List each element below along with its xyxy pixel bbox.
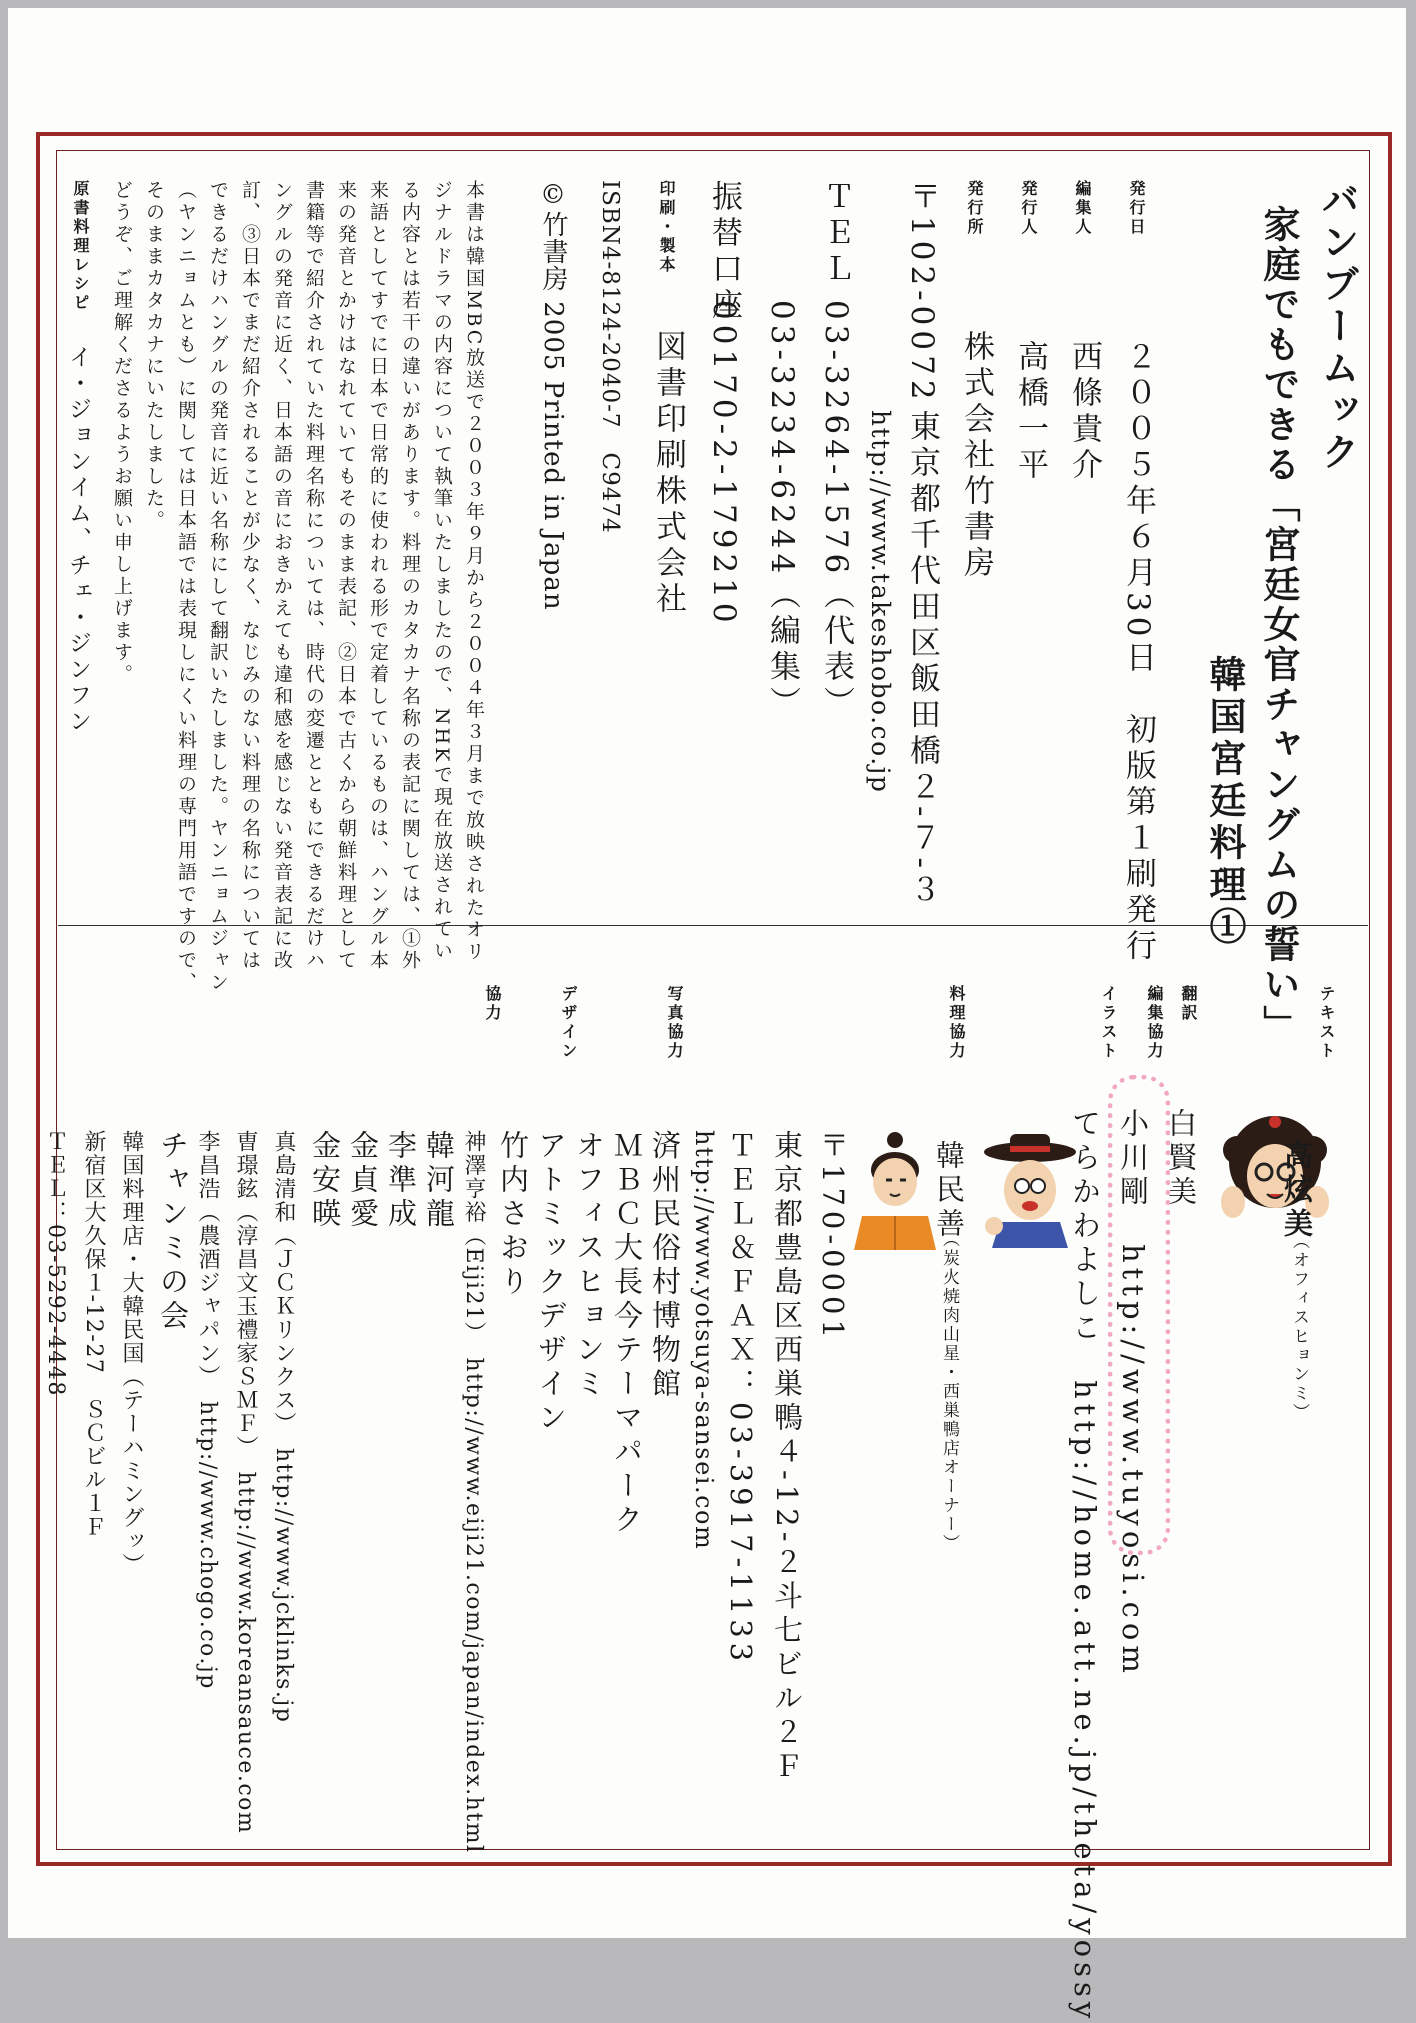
transfer-account: 00170‐2‐179210 bbox=[706, 300, 742, 628]
cooperator-line: 韓国料理店・大韓民国（テーハミングッ） bbox=[119, 1130, 144, 1577]
label-original-recipe: 原書料理レシピ bbox=[71, 180, 90, 313]
note-line: （ヤンニョムとも）に関しては日本語では表現しにくい料理の専門用語ですので、 bbox=[175, 180, 197, 994]
address: 東京都豊島区西巣鴨４‐12‐２斗七ビル２Ｆ bbox=[770, 1130, 804, 1785]
label-publish-date: 発行日 bbox=[1127, 180, 1146, 237]
publish-date: ２００５年６月30日 初版第１刷発行 bbox=[1120, 340, 1156, 966]
photo-cooperator: ＭＢＣ大長今テーマパーク bbox=[610, 1130, 644, 1538]
publisher-name: 高橋一平 bbox=[1012, 340, 1048, 484]
postal-code: 〒102-0072 bbox=[904, 180, 940, 405]
editor-name: 西條貴介 bbox=[1066, 340, 1102, 484]
photo-cooperator: オフィスヒョンミ bbox=[572, 1130, 606, 1402]
tel-main: 03‐3264‐1576（代表） bbox=[818, 300, 854, 723]
note-line: ジナルドラマの内容について執筆いたしましたので、NHKで現在放送されてい bbox=[431, 180, 453, 963]
design-office: アトミックデザイン bbox=[534, 1130, 568, 1436]
note-line: 書籍等で紹介されていた料理名称については、時代の変遷とともにできるだけハ bbox=[303, 180, 325, 972]
note-line: 来語としてすでに日本で日常的に使われる形で定着しているものは、ハングル本 bbox=[367, 180, 389, 972]
label-cooperation: 協力 bbox=[483, 985, 502, 1023]
cooperator-line: 新宿区大久保１‐12‐27 ＳＣビル１Ｆ bbox=[81, 1130, 106, 1539]
label-illustration: イラスト bbox=[1099, 985, 1118, 1061]
tel-fax: ＴＥＬ＆ＦＡＸ：03‐3917‐1133 bbox=[724, 1130, 758, 1667]
book-subtitle: 韓国宮廷料理① bbox=[1203, 655, 1247, 949]
printer-name: 図書印刷株式会社 bbox=[650, 330, 686, 618]
label-publisher: 発行人 bbox=[1019, 180, 1038, 237]
cooperator-line: 曺璟鉉（淳昌文玉禮家ＳＭＦ） http://www.koreansauce.com bbox=[233, 1130, 258, 1835]
pink-highlight-circle bbox=[1108, 1075, 1170, 1555]
label-printing: 印刷・製本 bbox=[657, 180, 676, 275]
note-line: どうぞ、ご理解くださるようお願い申し上げます。 bbox=[111, 180, 133, 686]
cooperator-line: ＴＥＬ：03‐5292‐4448 bbox=[43, 1130, 68, 1397]
label-publishing-house: 発行所 bbox=[965, 180, 984, 237]
original-recipe-authors: イ・ジョンイム、チェ・ジンフン bbox=[65, 345, 91, 735]
cooperator-line: 李準成 bbox=[384, 1130, 418, 1232]
edit-cooperation: 小川剛 http://www.tuyosi.com bbox=[1116, 1108, 1150, 1678]
avatar-hat-icon bbox=[980, 1130, 1080, 1250]
series-name: バンブームック bbox=[1315, 180, 1360, 474]
cooperator-line: 真島清和（ＪＣＫリンクス） http://www.jcklinks.jp bbox=[271, 1130, 296, 1724]
label-cooking-cooperation: 料理協力 bbox=[947, 985, 966, 1061]
label-design: デザイン bbox=[559, 985, 578, 1061]
isbn: ISBN4-8124-2040-7 C9474 bbox=[597, 180, 623, 534]
book-title: 家庭でもできる「宮廷女官チャングムの誓い」 bbox=[1257, 205, 1301, 1045]
note-line: 来の発音とかけはなれていてもそのまま表記、②日本で古くから朝鮮料理として bbox=[335, 180, 357, 972]
note-line: る内容とは若干の違いがあります。料理のカタカナ名称の表記に関しては、①外 bbox=[399, 180, 421, 972]
translator-name: 白賢美 bbox=[1164, 1108, 1198, 1210]
illustrator: てらかわよしこ http://home.att.ne.jp/theta/yossy bbox=[1068, 1108, 1102, 2023]
text-author-note: （オフィスヒョンミ） bbox=[1289, 1232, 1309, 1422]
avatar-curly-hair-icon bbox=[1215, 1110, 1335, 1230]
label-transfer-account: 振替口座 bbox=[706, 180, 742, 324]
copyright: ©竹書房 2005 Printed in Japan bbox=[538, 180, 568, 611]
text-author: 高炫美 bbox=[1280, 1140, 1314, 1242]
label-tel: ＴＥＬ bbox=[818, 180, 854, 288]
tel-editorial: 03‐3234‐6244（編集） bbox=[764, 300, 800, 723]
cooperator-line: 韓河龍 bbox=[422, 1130, 456, 1232]
avatar-topknot-icon bbox=[850, 1130, 940, 1250]
cooperator-line: チャンミの会 bbox=[156, 1130, 190, 1334]
note-line: そのままカタカナにいたしました。 bbox=[143, 180, 165, 532]
restaurant-url[interactable]: http://www.yotsuya-sansei.com bbox=[690, 1130, 718, 1551]
publisher-address: 東京都千代田区飯田橋２‐７‐３ bbox=[904, 410, 940, 909]
publisher-url[interactable]: http://www.takeshobo.co.jp bbox=[866, 410, 895, 794]
cooperator-line: 神澤亨裕（Eiji21） http://www.eiji21.com/japan/index.html bbox=[461, 1130, 486, 1854]
photo-cooperator: 済州民俗村博物館 bbox=[648, 1130, 682, 1402]
label-editor: 編集人 bbox=[1073, 180, 1092, 237]
cooking-cooperator: 韓民善 bbox=[932, 1140, 966, 1242]
cooperator-line: 金安暎 bbox=[308, 1130, 342, 1232]
cooperator-line: 金貞愛 bbox=[346, 1130, 380, 1232]
label-edit-cooperation: 編集協力 bbox=[1145, 985, 1164, 1061]
postal-code-2: 〒170‐0001 bbox=[816, 1130, 850, 1343]
note-line: できるだけハングルの発音に近い名称にして翻訳いたしました。ヤンニョムジャン bbox=[207, 180, 229, 994]
note-line: 訂、③日本でまだ紹介されることが少なく、なじみのない料理の名称については bbox=[239, 180, 261, 972]
note-line: 本書は韓国MBC放送で２００３年９月から２００４年３月まで放映されたオリ bbox=[463, 180, 485, 964]
label-photo-cooperation: 写真協力 bbox=[665, 985, 684, 1061]
designer-name: 竹内さおり bbox=[496, 1130, 530, 1300]
note-line: ングルの発音に近く、日本語の音におきかえても違和感を感じない発音表記に改 bbox=[271, 180, 293, 972]
cooking-cooperator-note: （炭火焼肉山星・西巣鴨店オーナー） bbox=[939, 1230, 959, 1553]
publishing-house: 株式会社竹書房 bbox=[958, 330, 994, 582]
label-translation: 翻訳 bbox=[1179, 985, 1198, 1023]
label-text: テキスト bbox=[1317, 985, 1336, 1061]
cooperator-line: 李昌浩（農酒ジャパン） http://www.chogo.co.jp bbox=[195, 1130, 220, 1690]
